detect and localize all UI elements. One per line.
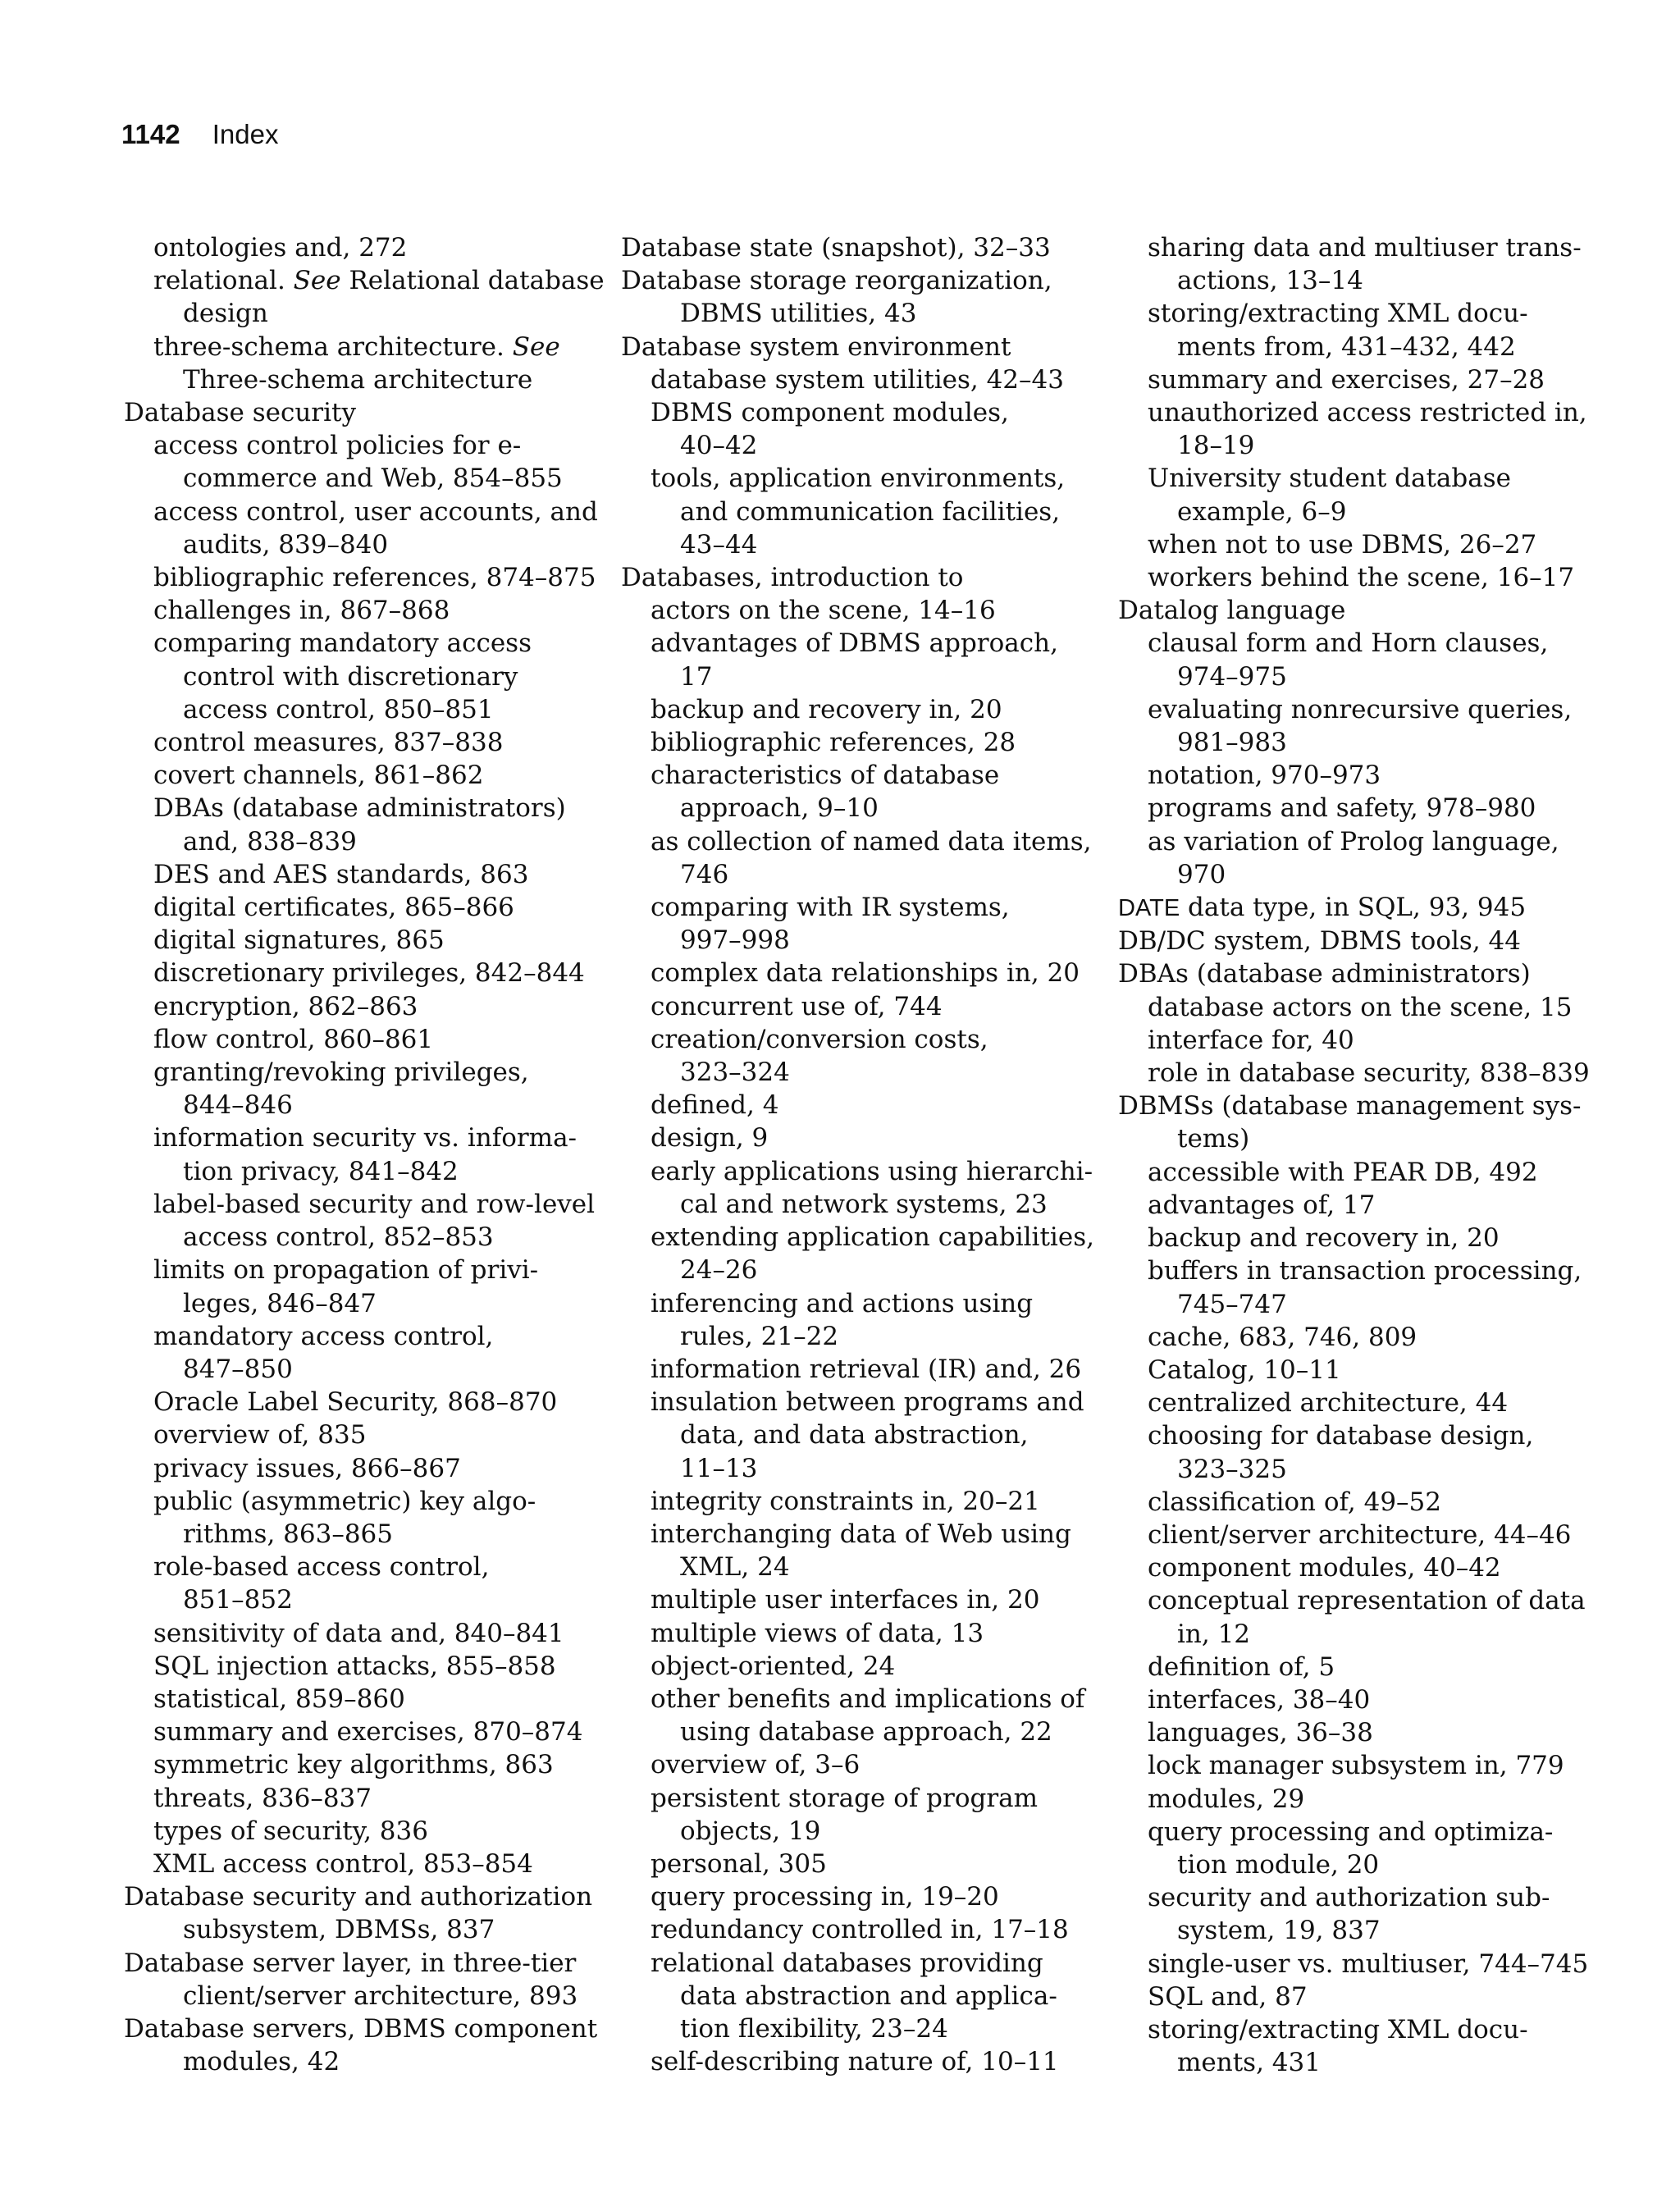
index-column-1 — [124, 231, 605, 2078]
index-subentry: digital signatures, 865 — [153, 925, 445, 956]
index-main-entry: DBAs (database administrators) — [1118, 959, 1531, 989]
index-main-entry: DATE data type, in SQL, 93, 945 — [1118, 893, 1527, 923]
index-subentry: interface for, 40 — [1148, 1025, 1354, 1055]
index-subentry: choosing for database design, — [1148, 1421, 1534, 1451]
index-subentry: summary and exercises, 870–874 — [153, 1717, 583, 1747]
index-subentry: personal, 305 — [651, 1848, 827, 1879]
index-subentry: component modules, 40–42 — [1148, 1553, 1501, 1583]
index-subentry: when not to use DBMS, 26–27 — [1148, 529, 1537, 560]
index-main-entry: Database security and authorization — [124, 1882, 593, 1912]
index-subentry: flow control, 860–861 — [153, 1024, 434, 1054]
index-subentry: database system utilities, 42–43 — [651, 364, 1064, 395]
index-continuation-line: 746 — [680, 859, 729, 889]
index-main-entry: DB/DC system, DBMS tools, 44 — [1118, 926, 1521, 957]
index-subentry: Oracle Label Security, 868–870 — [153, 1387, 558, 1418]
index-subentry: object-oriented, 24 — [651, 1651, 896, 1681]
index-column-2 — [621, 231, 1094, 2078]
index-continuation-line: audits, 839–840 — [183, 529, 389, 560]
index-column-3 — [1118, 231, 1590, 2079]
index-subentry: classification of, 49–52 — [1148, 1487, 1441, 1517]
index-continuation-line: Three-schema architecture — [183, 364, 533, 395]
index-subentry: insulation between programs and — [651, 1387, 1084, 1418]
index-continuation-line: tion privacy, 841–842 — [183, 1156, 459, 1186]
index-subentry: DBMS component modules, — [651, 398, 1009, 428]
index-subentry: integrity constraints in, 20–21 — [651, 1486, 1040, 1516]
index-main-entry: Database server layer, in three-tier — [124, 1948, 577, 1978]
index-main-entry: Database system environment — [621, 331, 1011, 362]
index-main-entry: Database servers, DBMS component — [124, 2013, 598, 2044]
index-subentry: query processing in, 19–20 — [651, 1882, 999, 1912]
index-subentry: DBAs (database administrators) — [153, 793, 566, 824]
index-subentry: defined, 4 — [651, 1090, 779, 1121]
index-subentry: advantages of DBMS approach, — [651, 628, 1058, 659]
index-subentry: query processing and optimiza- — [1148, 1816, 1554, 1847]
index-subentry: privacy issues, 866–867 — [153, 1453, 461, 1483]
index-subentry: SQL injection attacks, 855–858 — [153, 1651, 556, 1681]
index-main-entry: DBMSs (database management sys- — [1118, 1091, 1582, 1122]
index-subentry: buffers in transaction processing, — [1148, 1256, 1582, 1286]
index-continuation-line: 323–325 — [1177, 1454, 1287, 1484]
index-subentry: as variation of Prolog language, — [1148, 826, 1559, 857]
index-subentry: clausal form and Horn clauses, — [1148, 628, 1549, 659]
index-subentry: role in database security, 838–839 — [1148, 1058, 1590, 1089]
index-subentry: programs and safety, 978–980 — [1148, 793, 1536, 824]
index-subentry: comparing with IR systems, — [651, 893, 1010, 923]
index-continuation-line: 970 — [1177, 859, 1226, 889]
index-subentry: multiple user interfaces in, 20 — [651, 1585, 1040, 1615]
index-continuation-line: 844–846 — [183, 1090, 293, 1121]
index-continuation-line: ments, 431 — [1177, 2048, 1321, 2078]
index-subentry: evaluating nonrecursive queries, — [1148, 694, 1573, 724]
index-subentry: early applications using hierarchi- — [651, 1156, 1093, 1186]
index-subentry: types of security, 836 — [153, 1816, 428, 1846]
index-subentry: symmetric key algorithms, 863 — [153, 1750, 554, 1780]
index-continuation-line: rithms, 863–865 — [183, 1519, 394, 1549]
index-subentry: extending application capabilities, — [651, 1222, 1094, 1253]
index-subentry: redundancy controlled in, 17–18 — [651, 1915, 1069, 1945]
index-continuation-line: 40–42 — [680, 431, 758, 461]
index-subentry: encryption, 862–863 — [153, 991, 418, 1021]
index-continuation-line: 745–747 — [1177, 1289, 1287, 1319]
index-subentry: workers behind the scene, 16–17 — [1148, 563, 1575, 593]
index-subentry: statistical, 859–860 — [153, 1683, 405, 1714]
index-subentry: concurrent use of, 744 — [651, 991, 943, 1021]
index-continuation-line: design — [183, 299, 268, 329]
index-subentry: label-based security and row-level — [153, 1189, 596, 1219]
index-continuation-line: leges, 846–847 — [183, 1288, 377, 1318]
index-subentry: mandatory access control, — [153, 1321, 494, 1351]
index-subentry: security and authorization sub- — [1148, 1883, 1550, 1913]
index-subentry: digital certificates, 865–866 — [153, 893, 514, 923]
index-continuation-line: 847–850 — [183, 1354, 293, 1384]
index-subentry: backup and recovery in, 20 — [651, 694, 1002, 724]
index-subentry: Catalog, 10–11 — [1148, 1355, 1341, 1385]
index-subentry: languages, 36–38 — [1148, 1718, 1373, 1748]
index-continuation-line: 43–44 — [680, 529, 758, 560]
index-main-entry: Database security — [124, 398, 356, 428]
index-subentry: information retrieval (IR) and, 26 — [651, 1354, 1082, 1384]
index-continuation-line: approach, 9–10 — [680, 793, 879, 824]
index-continuation-line: and communication facilities, — [680, 496, 1061, 527]
index-subentry: self-describing nature of, 10–11 — [651, 2047, 1059, 2077]
index-subentry: covert channels, 861–862 — [153, 761, 484, 791]
index-continuation-line: client/server architecture, 893 — [183, 1980, 578, 2011]
index-subentry: relational. See Relational database — [153, 266, 605, 296]
index-subentry: single-user vs. multiuser, 744–745 — [1148, 1948, 1589, 1979]
index-subentry: public (asymmetric) key algo- — [153, 1486, 536, 1516]
index-continuation-line: 851–852 — [183, 1585, 293, 1615]
index-continuation-line: ments from, 431–432, 442 — [1177, 331, 1516, 362]
index-subentry: as collection of named data items, — [651, 826, 1092, 857]
index-subentry: persistent storage of program — [651, 1783, 1039, 1813]
index-continuation-line: 11–13 — [680, 1453, 758, 1483]
index-continuation-line: in, 12 — [1177, 1619, 1251, 1649]
index-subentry: interchanging data of Web using — [651, 1519, 1071, 1549]
index-subentry: control measures, 837–838 — [153, 728, 504, 758]
index-subentry: granting/revoking privileges, — [153, 1058, 529, 1088]
index-continuation-line: cal and network systems, 23 — [680, 1189, 1048, 1219]
index-continuation-line: XML, 24 — [680, 1552, 790, 1583]
index-continuation-line: access control, 850–851 — [183, 694, 494, 724]
index-subentry: actors on the scene, 14–16 — [651, 596, 996, 626]
index-subentry: DES and AES standards, 863 — [153, 859, 529, 889]
index-subentry: role-based access control, — [153, 1552, 490, 1583]
index-subentry: University student database — [1148, 464, 1511, 494]
index-subentry: overview of, 3–6 — [651, 1750, 861, 1780]
index-subentry: unauthorized access restricted in, — [1148, 398, 1587, 428]
index-subentry: storing/extracting XML docu- — [1148, 2014, 1528, 2044]
index-subentry: bibliographic references, 874–875 — [153, 563, 596, 593]
index-continuation-line: system, 19, 837 — [1177, 1916, 1381, 1946]
index-subentry: other benefits and implications of — [651, 1683, 1085, 1714]
index-subentry: limits on propagation of privi- — [153, 1255, 539, 1286]
index-continuation-line: control with discretionary — [183, 661, 518, 692]
index-subentry: challenges in, 867–868 — [153, 596, 450, 626]
index-subentry: interfaces, 38–40 — [1148, 1684, 1371, 1715]
index-subentry: relational databases providing — [651, 1948, 1043, 1978]
index-continuation-line: tion module, 20 — [1177, 1849, 1380, 1880]
index-subentry: database actors on the scene, 15 — [1148, 992, 1573, 1022]
index-continuation-line: objects, 19 — [680, 1816, 821, 1846]
index-continuation-line: commerce and Web, 854–855 — [183, 464, 563, 494]
index-continuation-line: DBMS utilities, 43 — [680, 299, 917, 329]
index-main-entry: Datalog language — [1118, 596, 1346, 626]
index-continuation-line: tion flexibility, 23–24 — [680, 2013, 948, 2044]
index-continuation-line: using database approach, 22 — [680, 1717, 1052, 1747]
index-subentry: summary and exercises, 27–28 — [1148, 364, 1545, 395]
index-subentry: discretionary privileges, 842–844 — [153, 958, 585, 989]
index-continuation-line: data, and data abstraction, — [680, 1420, 1029, 1450]
index-subentry: information security vs. informa- — [153, 1123, 578, 1154]
index-subentry: threats, 836–837 — [153, 1783, 372, 1813]
index-subentry: notation, 970–973 — [1148, 761, 1381, 791]
index-subentry: overview of, 835 — [153, 1420, 367, 1450]
index-subentry: lock manager subsystem in, 779 — [1148, 1751, 1564, 1781]
index-continuation-line: 323–324 — [680, 1058, 790, 1088]
index-continuation-line: tems) — [1177, 1124, 1250, 1154]
index-continuation-line: subsystem, DBMSs, 837 — [183, 1915, 495, 1945]
index-subentry: bibliographic references, 28 — [651, 728, 1016, 758]
index-continuation-line: 974–975 — [1177, 661, 1287, 692]
index-subentry: comparing mandatory access — [153, 628, 532, 659]
index-main-entry: Database state (snapshot), 32–33 — [621, 233, 1051, 263]
index-subentry: centralized architecture, 44 — [1148, 1388, 1509, 1419]
index-continuation-line: access control, 852–853 — [183, 1222, 494, 1253]
index-subentry: modules, 29 — [1148, 1784, 1305, 1814]
running-header — [121, 118, 279, 151]
index-subentry: three-schema architecture. See — [153, 331, 560, 362]
index-continuation-line: actions, 13–14 — [1177, 266, 1363, 296]
index-subentry: sensitivity of data and, 840–841 — [153, 1618, 564, 1648]
index-subentry: access control policies for e- — [153, 431, 522, 461]
index-subentry: client/server architecture, 44–46 — [1148, 1519, 1572, 1550]
index-subentry: tools, application environments, — [651, 464, 1066, 494]
index-subentry: design, 9 — [651, 1123, 769, 1154]
index-subentry: characteristics of database — [651, 761, 1000, 791]
index-continuation-line: modules, 42 — [183, 2047, 340, 2077]
index-main-entry: Database storage reorganization, — [621, 266, 1052, 296]
index-subentry: XML access control, 853–854 — [153, 1848, 533, 1879]
index-subentry: ontologies and, 272 — [153, 233, 408, 263]
page-number: 1142 — [121, 119, 180, 149]
index-continuation-line: 997–998 — [680, 925, 790, 956]
index-subentry: definition of, 5 — [1148, 1652, 1335, 1682]
index-subentry: multiple views of data, 13 — [651, 1618, 984, 1648]
index-subentry: SQL and, 87 — [1148, 1981, 1308, 2012]
index-subentry: inferencing and actions using — [651, 1288, 1034, 1318]
section-title: Index — [212, 119, 279, 149]
index-continuation-line: 17 — [680, 661, 713, 692]
index-subentry: conceptual representation of data — [1148, 1586, 1586, 1616]
index-main-entry: Databases, introduction to — [621, 563, 964, 593]
index-subentry: storing/extracting XML docu- — [1148, 299, 1528, 329]
index-continuation-line: rules, 21–22 — [680, 1321, 839, 1351]
index-continuation-line: 24–26 — [680, 1255, 758, 1286]
index-subentry: sharing data and multiuser trans- — [1148, 233, 1582, 263]
index-continuation-line: example, 6–9 — [1177, 496, 1347, 527]
index-continuation-line: and, 838–839 — [183, 826, 357, 857]
index-subentry: backup and recovery in, 20 — [1148, 1223, 1500, 1254]
index-continuation-line: data abstraction and applica- — [680, 1980, 1057, 2011]
index-subentry: accessible with PEAR DB, 492 — [1148, 1157, 1538, 1187]
index-subentry: access control, user accounts, and — [153, 496, 598, 527]
index-continuation-line: 981–983 — [1177, 728, 1287, 758]
index-subentry: complex data relationships in, 20 — [651, 958, 1080, 989]
index-continuation-line: 18–19 — [1177, 431, 1255, 461]
index-subentry: cache, 683, 746, 809 — [1148, 1322, 1418, 1352]
index-subentry: advantages of, 17 — [1148, 1190, 1376, 1220]
index-subentry: creation/conversion costs, — [651, 1024, 988, 1054]
